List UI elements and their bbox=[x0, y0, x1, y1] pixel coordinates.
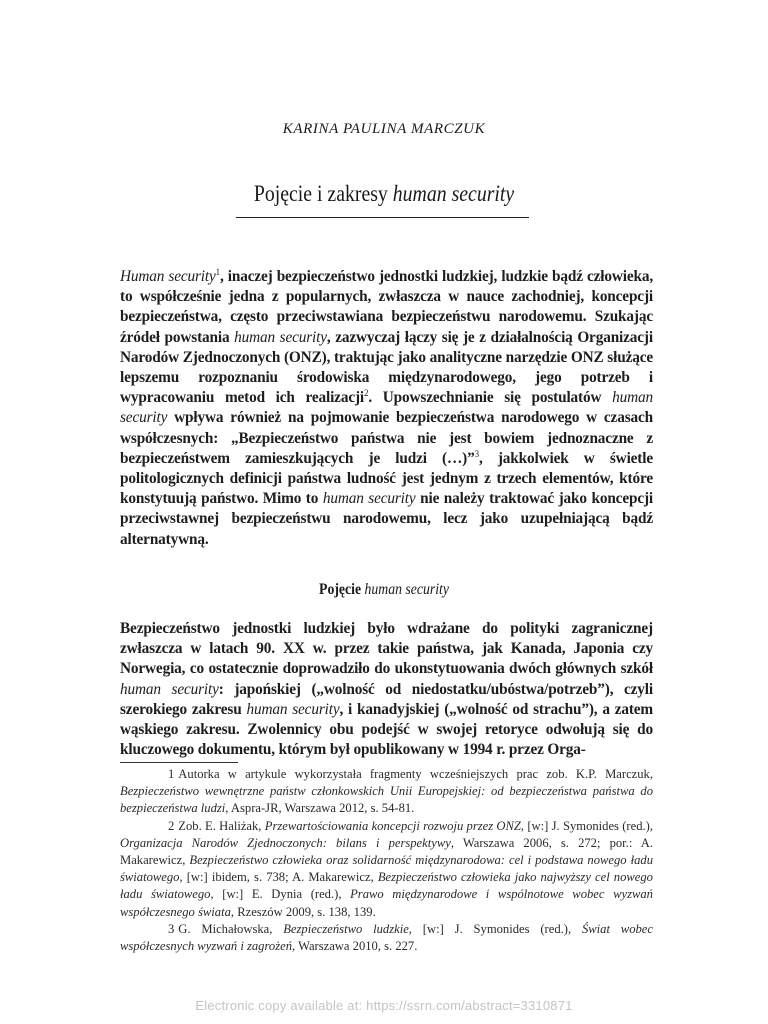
footnote-text: , [w:] ibidem, s. 738; A. Makarewicz, bbox=[179, 870, 378, 885]
ssrn-watermark: Electronic copy available at: https://ssrn.com/abstract=3310871 bbox=[195, 998, 573, 1013]
author-name: KARINA PAULINA MARCZUK bbox=[282, 121, 486, 137]
article-title bbox=[54, 181, 714, 207]
section-heading-plain: Pojęcie bbox=[319, 581, 365, 598]
footnote-title: Świat wobec współczesnych wyzwań i zagrożeń bbox=[120, 921, 653, 954]
footnote-title: Prawo międzynarodowe i wspólnotowe wobec wyzwań współczesnego świata bbox=[120, 887, 653, 919]
footnote-title: Organizacja Narodów Zjednoczonych: bilans i perspektywy bbox=[120, 835, 451, 850]
footnote-number: 2 bbox=[168, 818, 175, 833]
footnotes bbox=[120, 766, 653, 955]
footnote-3 bbox=[120, 921, 653, 955]
footnote-ref-3[interactable]: 3 bbox=[474, 448, 479, 459]
article-title-italic: human security bbox=[392, 181, 515, 206]
intro-text-2: , zazwyczaj łączy się je z działalnością Organizacji Narodów Zjednoczonych (ONZ), traktując jako analityczne narzędzie ONZ służące lepszemu rozpoznaniu środowiska międzynarodowego, jego potrzeb i wypracowaniu metod ich realizacji bbox=[120, 328, 653, 407]
footnote-title: Bezpieczeństwo wewnętrzne państw członkowskich Unii Europejskiej: od bezpieczeństwa państwa do bezpieczeństwa ludzi bbox=[120, 784, 653, 816]
section-paragraph bbox=[120, 619, 653, 760]
section-heading bbox=[54, 581, 714, 599]
footnote-text: Autorka w artykule wykorzystała fragmenty wcześniejszych prac zob. K.P. Marczuk, bbox=[178, 767, 653, 781]
intro-text-3: . Upowszechnianie się postulatów bbox=[368, 389, 613, 407]
intro-text-4: wpływa również na pojmowanie bezpieczeństwa narodowego w czasach współczesnych: „Bezpieczeństwo państwa nie jest bowiem jednoznaczne z bezpieczeństwem zamieszkujących je ludzi (…)” bbox=[120, 409, 653, 467]
footnote-number: 3 bbox=[168, 921, 175, 936]
footnote-text: , [w:] J. Symonides (red.), bbox=[408, 921, 582, 936]
section-term-1: human security bbox=[120, 680, 219, 698]
intro-term-1: Human security bbox=[120, 268, 216, 285]
title-underline bbox=[236, 217, 529, 218]
section-heading-italic: human security bbox=[364, 581, 449, 598]
intro-text-1: , inaczej bezpieczeństwo jednostki ludzkiej, ludzkie bądź człowieka, to współcześnie jedna z popularnych, zwłaszcza w nauce zachodniej, koncepcji bezpieczeństwa, często przeciwstawiana bezpieczeństwu narodowemu. Szukając źródeł powstania bbox=[120, 268, 654, 346]
intro-term-2: human security bbox=[234, 328, 327, 346]
footnote-text: Zob. E. Haliżak, bbox=[178, 818, 265, 833]
footnote-ref-1[interactable]: 1 bbox=[215, 266, 220, 277]
footnote-title: Bezpieczeństwo człowieka oraz solidarność międzynarodowa: cel i podstawa nowego ładu światowego bbox=[120, 853, 653, 885]
intro-paragraph bbox=[120, 267, 653, 550]
article-title-plain: Pojęcie i zakresy bbox=[253, 181, 393, 206]
footnote-text: G. Michałowska, bbox=[178, 921, 284, 936]
footnote-text: , Rzeszów 2009, s. 138, 139. bbox=[230, 904, 376, 919]
footnote-2 bbox=[120, 818, 653, 921]
intro-term-3: human security bbox=[120, 389, 653, 427]
footnote-title: Bezpieczeństwo ludzkie bbox=[283, 921, 409, 936]
section-text-3: , i kanadyjskiej („wolność od strachu”), a zatem wąskiego zakresu. Zwolennicy obu podejść w swojej retoryce odwołują się do kluczowego dokumentu, którym był opublikowany w 1994 r. przez Orga- bbox=[120, 700, 654, 759]
intro-text-5: , jakkolwiek w świetle politologicznych definicji państwa ludność jest jednym z trzech elementów, które konstytuują państwo. Mimo to bbox=[120, 449, 653, 508]
footnote-text: , [w:] E. Dynia (red.), bbox=[210, 887, 351, 902]
intro-text-6: nie należy traktować jako koncepcji przeciwstawnej bezpieczeństwu narodowemu, lecz jako uzupełniającą bądź alternatywną. bbox=[120, 490, 653, 548]
section-term-2: human security bbox=[246, 700, 340, 718]
section-text-1: Bezpieczeństwo jednostki ludzkiej było wdrażane do polityki zagranicznej zwłaszcza w latach 90. XX w. przez takie państwa, jak Kanada, Japonia czy Norwegia, co ostatecznie doprowadziło do ukonstytuowania dwóch głównych szkół bbox=[120, 620, 653, 678]
footnote-title: Bezpieczeństwo człowieka jako najwyższy cel nowego ładu światowego bbox=[120, 870, 653, 902]
footnote-text: , Aspra-JR, Warszawa 2012, s. 54-81. bbox=[225, 801, 415, 816]
footnote-text: , Warszawa 2010, s. 227. bbox=[292, 939, 418, 954]
footnote-number: 1 bbox=[168, 767, 175, 781]
footnote-text: , [w:] J. Symonides (red.), bbox=[520, 818, 653, 833]
footnote-title: Przewartościowania koncepcji rozwoju przez ONZ bbox=[264, 818, 521, 833]
section-text-2: : japońskiej („wolność od niedostatku/ubóstwa/potrzeb”), czyli szerokiego zakresu bbox=[120, 680, 653, 718]
footnote-1 bbox=[120, 766, 653, 818]
footnote-separator bbox=[120, 762, 238, 763]
footnote-ref-2[interactable]: 2 bbox=[364, 388, 369, 399]
intro-term-4: human security bbox=[322, 490, 416, 508]
footnote-text: , Warszawa 2006, s. 272; por.: A. Makarewicz, bbox=[120, 835, 653, 868]
